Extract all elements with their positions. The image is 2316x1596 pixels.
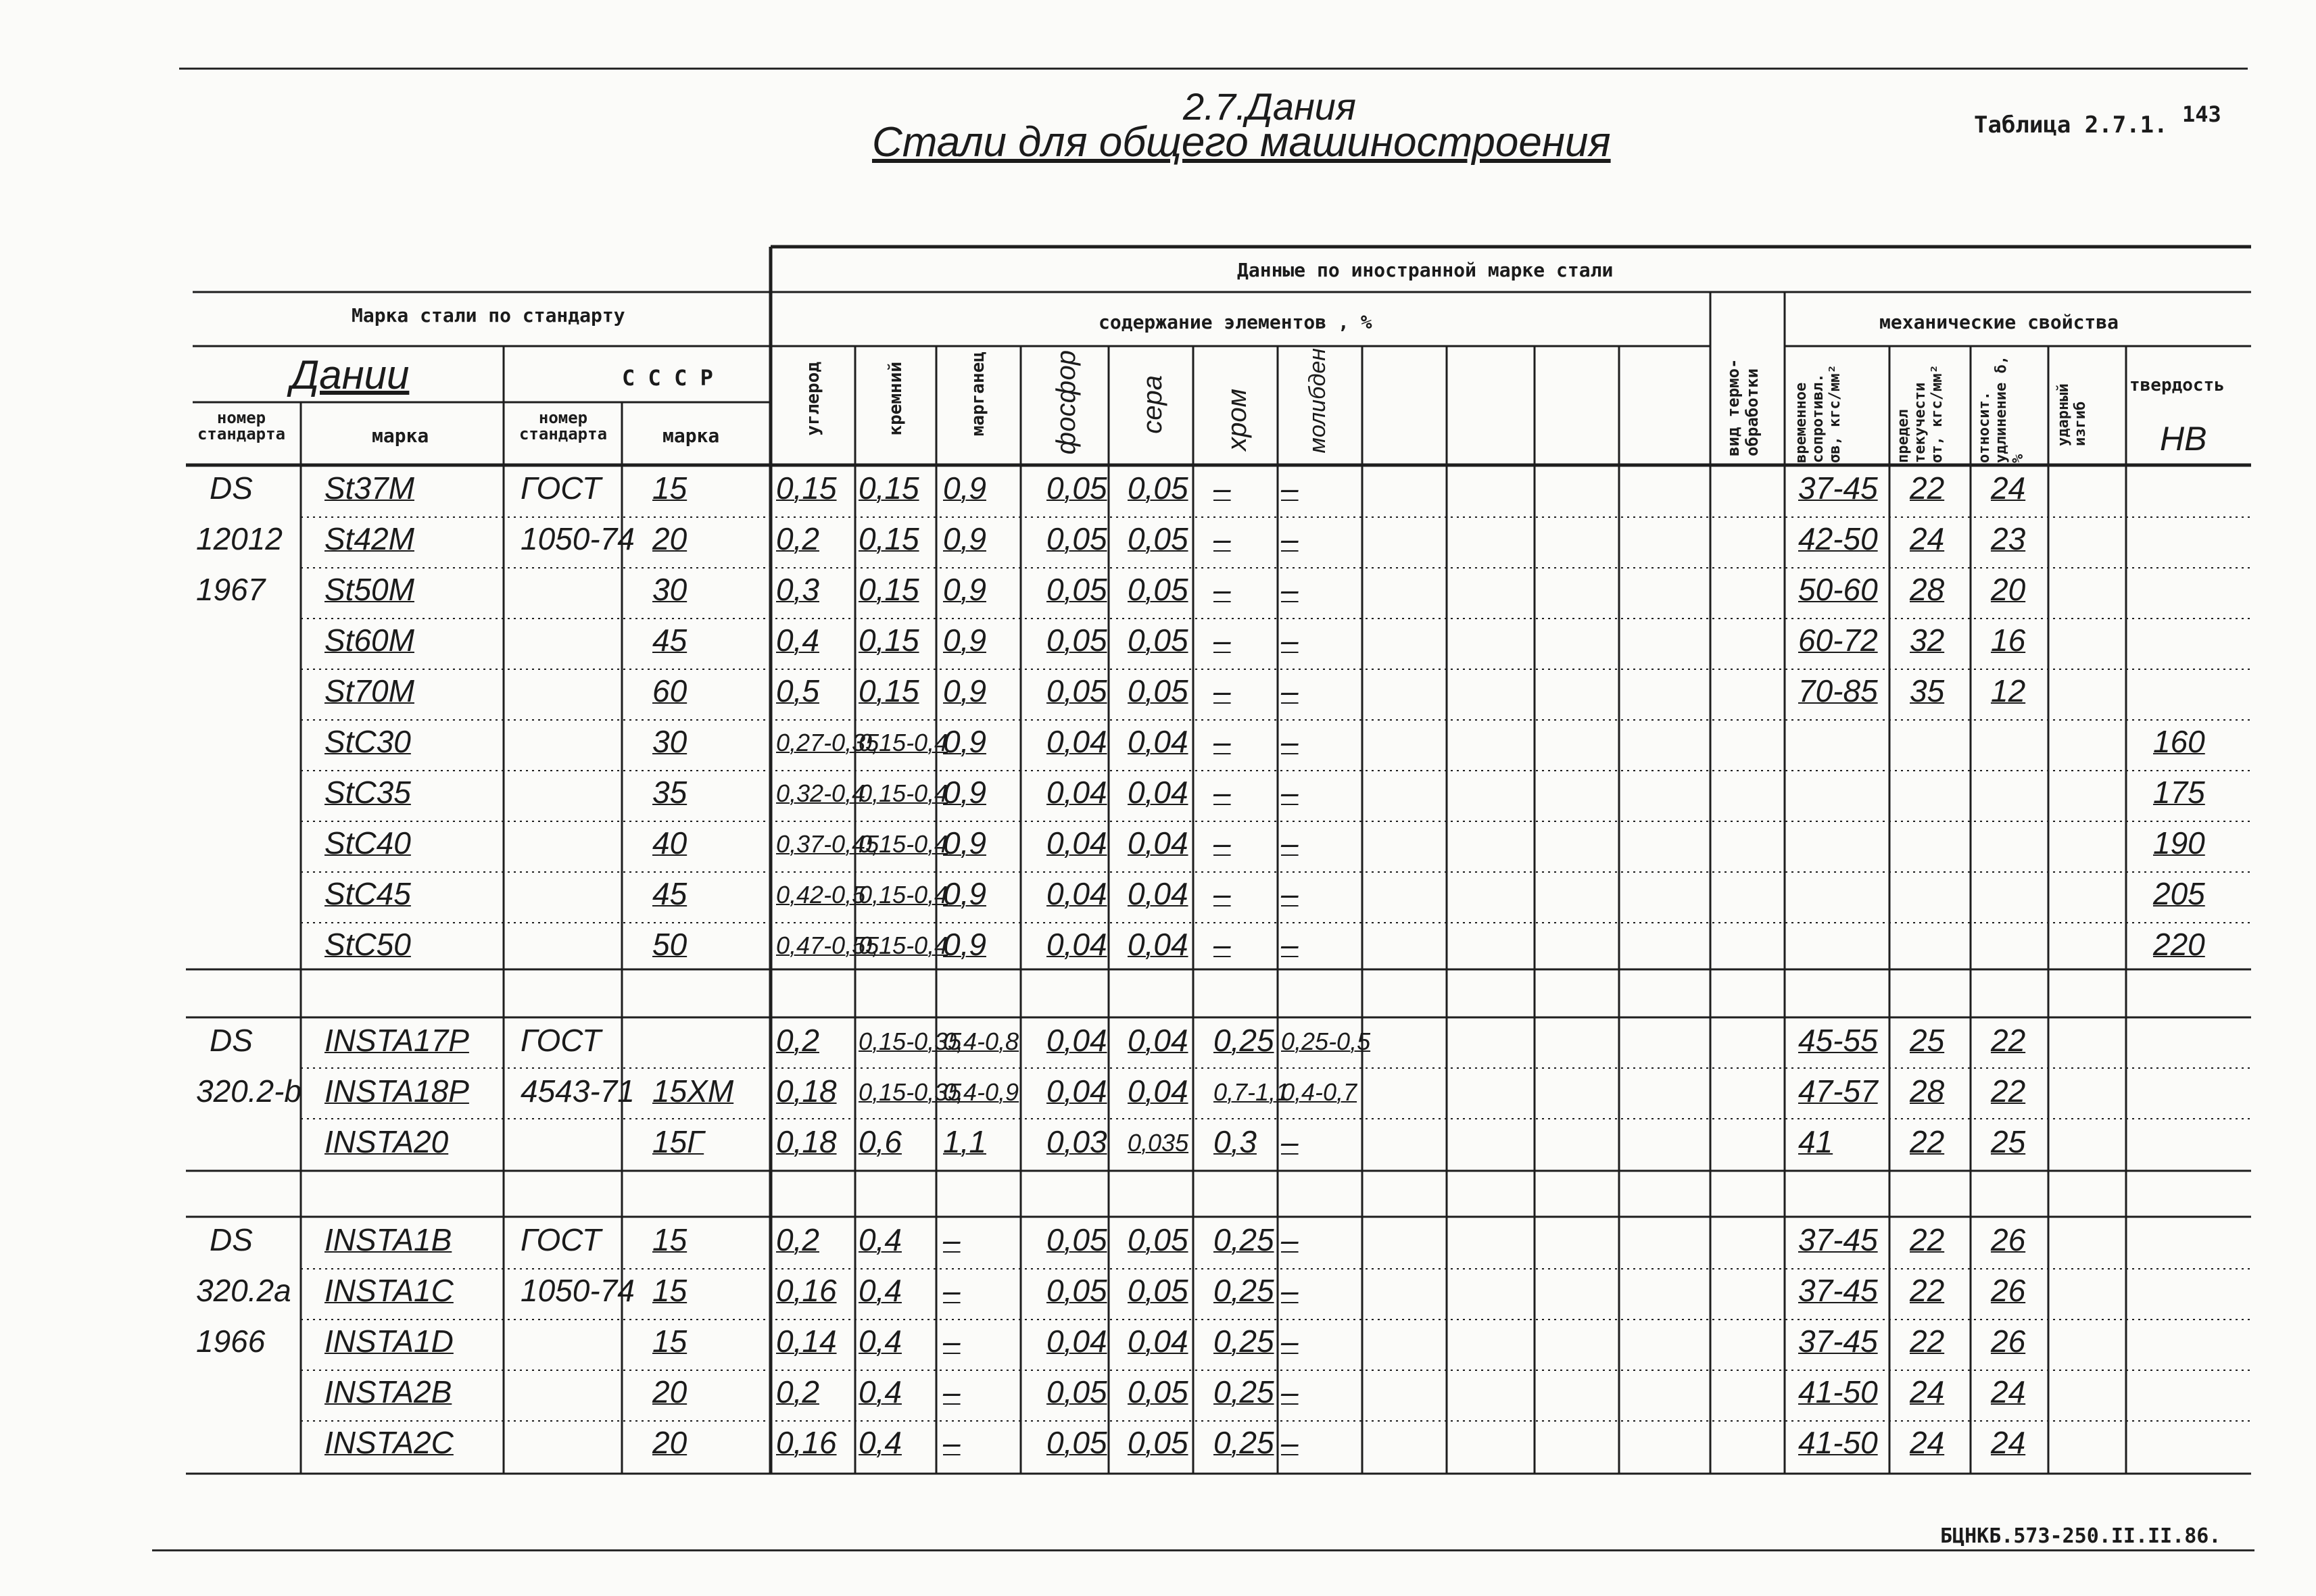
dk-grade-cell: INSTA1D: [324, 1324, 454, 1359]
ussr-grade-cell: 45: [652, 876, 687, 911]
silicon-cell: 0,15: [859, 521, 919, 556]
hardness-cell: 220: [2153, 927, 2205, 962]
carbon-cell: 0,4: [776, 623, 819, 658]
chromium-cell: –: [1213, 775, 1231, 810]
sulfur-cell: 0,04: [1128, 1324, 1188, 1359]
carbon-cell: 0,37-0,45: [776, 830, 879, 858]
elongation-header: относит. удлинение δ, %: [1976, 356, 2027, 463]
phosphorus-cell: 0,04: [1046, 775, 1107, 810]
manganese-cell: 0,4-0,9: [943, 1078, 1019, 1106]
silicon-cell: 0,15-0,35: [859, 1078, 962, 1106]
carbon-cell: 0,18: [776, 1073, 837, 1109]
molybdenum-cell: –: [1281, 623, 1299, 658]
yield-strength-cell: 24: [1910, 521, 1945, 556]
molybdenum-cell: –: [1281, 876, 1299, 911]
carbon-cell: 0,2: [776, 521, 819, 556]
page-number: 143: [2182, 101, 2221, 127]
ussr-grade-cell: 20: [652, 521, 687, 556]
chromium-cell: –: [1213, 876, 1231, 911]
elements-header: содержание элементов , %: [1099, 311, 1372, 333]
sulfur-cell: 0,05: [1128, 521, 1188, 556]
dk-grade-cell: St50M: [324, 572, 414, 607]
tensile-strength-cell: 41: [1798, 1124, 1833, 1159]
sulfur-cell: 0,04: [1128, 775, 1188, 810]
molybdenum-cell: –: [1281, 470, 1299, 506]
silicon-header: кремний: [886, 362, 906, 436]
ussr-grade-cell: 15: [652, 470, 687, 506]
yield-strength-cell: 24: [1910, 1425, 1945, 1460]
molybdenum-cell: –: [1281, 724, 1299, 759]
dk-grade-cell: St60M: [324, 623, 414, 658]
ussr-grade-cell: 15ХМ: [652, 1073, 734, 1109]
carbon-cell: 0,5: [776, 673, 819, 708]
molybdenum-cell: –: [1281, 1124, 1299, 1159]
elongation-cell: 16: [1991, 623, 2026, 658]
dk-grade-cell: St37M: [324, 470, 414, 506]
yield-strength-cell: 22: [1910, 1324, 1945, 1359]
elongation-cell: 24: [1991, 1374, 2026, 1409]
chromium-header: хром: [1222, 389, 1252, 451]
molybdenum-cell: –: [1281, 673, 1299, 708]
chromium-cell: 0,25: [1213, 1273, 1274, 1308]
molybdenum-cell: –: [1281, 521, 1299, 556]
manganese-cell: –: [943, 1374, 961, 1409]
dk-standard-number: DS: [210, 1222, 253, 1257]
phosphorus-cell: 0,05: [1046, 572, 1107, 607]
dk-grade-cell: St70M: [324, 673, 414, 708]
sulfur-cell: 0,04: [1128, 1073, 1188, 1109]
chromium-cell: –: [1213, 673, 1231, 708]
ussr-grade-cell: 15: [652, 1222, 687, 1257]
chromium-cell: –: [1213, 825, 1231, 861]
elongation-cell: 22: [1991, 1073, 2026, 1109]
dk-grade-cell: INSTA2B: [324, 1374, 452, 1409]
phosphorus-cell: 0,05: [1046, 1222, 1107, 1257]
tensile-strength-cell: 41-50: [1798, 1425, 1878, 1460]
silicon-cell: 0,15-0,4: [859, 932, 948, 959]
silicon-cell: 0,6: [859, 1124, 902, 1159]
manganese-cell: –: [943, 1324, 961, 1359]
manganese-cell: –: [943, 1425, 961, 1460]
chromium-cell: –: [1213, 572, 1231, 607]
yield-strength-cell: 35: [1910, 673, 1945, 708]
carbon-cell: 0,3: [776, 572, 819, 607]
dk-grade-cell: INSTA20: [324, 1124, 449, 1159]
carbon-cell: 0,16: [776, 1273, 837, 1308]
carbon-cell: 0,42-0,5: [776, 881, 866, 909]
chromium-cell: 0,25: [1213, 1425, 1274, 1460]
chromium-cell: –: [1213, 623, 1231, 658]
hardness-cell: 175: [2153, 775, 2205, 810]
yield-strength-cell: 32: [1910, 623, 1945, 658]
yield-strength-cell: 24: [1910, 1374, 1945, 1409]
tensile-strength-cell: 70-85: [1798, 673, 1878, 708]
yield-strength-cell: 25: [1910, 1023, 1945, 1058]
sulfur-header: сера: [1138, 375, 1167, 434]
dk-grade-cell: INSTA18P: [324, 1073, 469, 1109]
hardness-header: твердость: [2129, 375, 2225, 395]
silicon-cell: 0,15-0,35: [859, 1027, 962, 1055]
tensile-strength-cell: 37-45: [1798, 1222, 1878, 1257]
manganese-cell: 0,9: [943, 825, 986, 861]
ussr-standard-number: 1050-74: [521, 521, 635, 556]
manganese-cell: 0,9: [943, 876, 986, 911]
dk-standard-number: DS: [210, 470, 253, 506]
impact-header: ударный изгиб: [2055, 383, 2089, 446]
manganese-cell: –: [943, 1222, 961, 1257]
carbon-cell: 0,47-0,55: [776, 932, 879, 959]
molybdenum-cell: –: [1281, 927, 1299, 962]
sulfur-cell: 0,04: [1128, 825, 1188, 861]
yield-strength-cell: 22: [1910, 1273, 1945, 1308]
dk-standard-number: 1966: [196, 1324, 266, 1359]
phosphorus-cell: 0,05: [1046, 1374, 1107, 1409]
denmark-header: Дании: [291, 352, 410, 397]
tensile-strength-cell: 60-72: [1798, 623, 1878, 658]
elongation-cell: 23: [1991, 521, 2026, 556]
hardness-cell: 205: [2153, 876, 2205, 911]
phosphorus-cell: 0,04: [1046, 1324, 1107, 1359]
phosphorus-cell: 0,03: [1046, 1124, 1107, 1159]
table-label: Таблица 2.7.1.: [1974, 112, 2168, 139]
dk-standard-number: 320.2a: [196, 1273, 291, 1308]
yield-strength-cell: 22: [1910, 1222, 1945, 1257]
silicon-cell: 0,4: [859, 1425, 902, 1460]
phosphorus-cell: 0,04: [1046, 876, 1107, 911]
sulfur-cell: 0,05: [1128, 623, 1188, 658]
ussr-grade-cell: 30: [652, 724, 687, 759]
sulfur-cell: 0,05: [1128, 1222, 1188, 1257]
chromium-cell: 0,3: [1213, 1124, 1257, 1159]
molybdenum-cell: –: [1281, 1324, 1299, 1359]
sulfur-cell: 0,05: [1128, 470, 1188, 506]
chromium-cell: 0,25: [1213, 1222, 1274, 1257]
tensile-strength-cell: 50-60: [1798, 572, 1878, 607]
phosphorus-cell: 0,05: [1046, 1425, 1107, 1460]
sulfur-cell: 0,04: [1128, 876, 1188, 911]
phosphorus-cell: 0,04: [1046, 825, 1107, 861]
silicon-cell: 0,4: [859, 1324, 902, 1359]
sulfur-cell: 0,04: [1128, 1023, 1188, 1058]
manganese-cell: 1,1: [943, 1124, 986, 1159]
ussr-standard-number: 1050-74: [521, 1273, 635, 1308]
chromium-cell: –: [1213, 724, 1231, 759]
molybdenum-cell: –: [1281, 775, 1299, 810]
dk-standard-number: DS: [210, 1023, 253, 1058]
ussr-grade-cell: 15Г: [652, 1124, 704, 1159]
sulfur-cell: 0,05: [1128, 673, 1188, 708]
chromium-cell: –: [1213, 927, 1231, 962]
dk-grade-cell: INSTA17P: [324, 1023, 469, 1058]
molybdenum-cell: –: [1281, 1273, 1299, 1308]
chromium-cell: 0,7-1,1: [1213, 1078, 1290, 1106]
sulfur-cell: 0,05: [1128, 1374, 1188, 1409]
chromium-cell: 0,25: [1213, 1324, 1274, 1359]
carbon-cell: 0,2: [776, 1374, 819, 1409]
silicon-cell: 0,4: [859, 1374, 902, 1409]
elongation-cell: 25: [1991, 1124, 2026, 1159]
molybdenum-cell: –: [1281, 1425, 1299, 1460]
chromium-cell: 0,25: [1213, 1023, 1274, 1058]
chromium-cell: 0,25: [1213, 1374, 1274, 1409]
manganese-cell: 0,4-0,8: [943, 1027, 1019, 1055]
phosphorus-cell: 0,04: [1046, 1023, 1107, 1058]
molybdenum-cell: –: [1281, 1222, 1299, 1257]
tensile-strength-cell: 37-45: [1798, 470, 1878, 506]
elongation-cell: 24: [1991, 1425, 2026, 1460]
manganese-cell: 0,9: [943, 470, 986, 506]
steel-grade-header: Марка стали по стандарту: [352, 304, 625, 327]
dk-grade-cell: INSTA2C: [324, 1425, 454, 1460]
yield-strength-cell: 22: [1910, 1124, 1945, 1159]
carbon-cell: 0,14: [776, 1324, 837, 1359]
phosphorus-cell: 0,04: [1046, 724, 1107, 759]
yield-strength-cell: 28: [1910, 572, 1945, 607]
dk-standard-number: 320.2-b: [196, 1073, 302, 1109]
phosphorus-cell: 0,05: [1046, 623, 1107, 658]
manganese-cell: 0,9: [943, 724, 986, 759]
ussr-standard-number: 4543-71: [521, 1073, 635, 1109]
phosphorus-cell: 0,05: [1046, 1273, 1107, 1308]
tensile-strength-cell: 45-55: [1798, 1023, 1878, 1058]
silicon-cell: 0,15: [859, 470, 919, 506]
carbon-cell: 0,32-0,4: [776, 779, 866, 807]
silicon-cell: 0,15-0,4: [859, 830, 948, 858]
carbon-cell: 0,16: [776, 1425, 837, 1460]
molybdenum-cell: –: [1281, 825, 1299, 861]
silicon-cell: 0,15: [859, 623, 919, 658]
sulfur-cell: 0,05: [1128, 1425, 1188, 1460]
sulfur-cell: 0,04: [1128, 927, 1188, 962]
silicon-cell: 0,4: [859, 1273, 902, 1308]
dk-grade-cell: StC45: [324, 876, 411, 911]
molybdenum-header: молибден: [1305, 348, 1330, 454]
ussr-grade-cell: 35: [652, 775, 687, 810]
ussr-grade-cell: 40: [652, 825, 687, 861]
molybdenum-cell: –: [1281, 572, 1299, 607]
silicon-cell: 0,15: [859, 572, 919, 607]
molybdenum-cell: –: [1281, 1374, 1299, 1409]
phosphorus-header: фосфор: [1051, 350, 1081, 455]
dk-grade-header: марка: [372, 425, 429, 447]
dk-grade-cell: INSTA1C: [324, 1273, 454, 1308]
elongation-cell: 20: [1991, 572, 2026, 607]
ussr-grade-cell: 15: [652, 1273, 687, 1308]
tensile-strength-cell: 41-50: [1798, 1374, 1878, 1409]
ussr-grade-cell: 60: [652, 673, 687, 708]
yield-strength-cell: 22: [1910, 470, 1945, 506]
silicon-cell: 0,15-0,4: [859, 779, 948, 807]
ussr-grade-cell: 20: [652, 1374, 687, 1409]
elongation-cell: 26: [1991, 1222, 2026, 1257]
section-title: 2.7.Дания: [1183, 85, 1356, 128]
manganese-cell: 0,9: [943, 521, 986, 556]
sulfur-cell: 0,04: [1128, 724, 1188, 759]
dk-grade-cell: INSTA1B: [324, 1222, 452, 1257]
manganese-header: марганец: [968, 352, 988, 437]
silicon-cell: 0,15: [859, 673, 919, 708]
molybdenum-cell: 0,25-0,5: [1281, 1027, 1371, 1055]
carbon-header: углерод: [803, 362, 823, 436]
dk-grade-cell: StC40: [324, 825, 411, 861]
ussr-std-number-header: номер стандарта: [518, 408, 608, 443]
dk-grade-cell: St42M: [324, 521, 414, 556]
ussr-grade-cell: 20: [652, 1425, 687, 1460]
ussr-header: С С С Р: [622, 365, 713, 391]
elongation-cell: 24: [1991, 470, 2026, 506]
sulfur-cell: 0,035: [1128, 1129, 1189, 1157]
dk-grade-cell: StC35: [324, 775, 411, 810]
tensile-strength-cell: 37-45: [1798, 1273, 1878, 1308]
carbon-cell: 0,2: [776, 1023, 819, 1058]
tensile-strength-cell: 37-45: [1798, 1324, 1878, 1359]
carbon-cell: 0,2: [776, 1222, 819, 1257]
phosphorus-cell: 0,05: [1046, 673, 1107, 708]
manganese-cell: 0,9: [943, 775, 986, 810]
sulfur-cell: 0,05: [1128, 572, 1188, 607]
phosphorus-cell: 0,04: [1046, 927, 1107, 962]
silicon-cell: 0,15-0,4: [859, 881, 948, 909]
page-title: Стали для общего машиностроения: [872, 119, 1611, 166]
sulfur-cell: 0,05: [1128, 1273, 1188, 1308]
heat-treatment-header: вид термо- обработки: [1724, 358, 1762, 456]
elongation-cell: 26: [1991, 1273, 2026, 1308]
dk-grade-cell: StC50: [324, 927, 411, 962]
tensile-strength-cell: 42-50: [1798, 521, 1878, 556]
mech-props-header: механические свойства: [1879, 311, 2119, 333]
yield-strength-cell: 28: [1910, 1073, 1945, 1109]
carbon-cell: 0,15: [776, 470, 837, 506]
ussr-standard-number: ГОСТ: [521, 1023, 602, 1058]
dk-standard-number: 12012: [196, 521, 283, 556]
hardness-cell: 190: [2153, 825, 2205, 861]
silicon-cell: 0,4: [859, 1222, 902, 1257]
molybdenum-cell: 0,4-0,7: [1281, 1078, 1357, 1106]
elongation-cell: 26: [1991, 1324, 2026, 1359]
chromium-cell: –: [1213, 521, 1231, 556]
tensile-strength-header: временное сопротивл. σв, кгс/мм²: [1793, 364, 1843, 463]
tensile-strength-cell: 47-57: [1798, 1073, 1878, 1109]
phosphorus-cell: 0,05: [1046, 521, 1107, 556]
ussr-grade-cell: 15: [652, 1324, 687, 1359]
ussr-standard-number: ГОСТ: [521, 1222, 602, 1257]
manganese-cell: 0,9: [943, 623, 986, 658]
manganese-cell: 0,9: [943, 927, 986, 962]
manganese-cell: 0,9: [943, 572, 986, 607]
silicon-cell: 0,15-0,4: [859, 729, 948, 756]
carbon-cell: 0,27-0,35: [776, 729, 879, 756]
dk-grade-cell: StC30: [324, 724, 411, 759]
ussr-grade-cell: 50: [652, 927, 687, 962]
ussr-grade-header: марка: [662, 425, 720, 447]
phosphorus-cell: 0,04: [1046, 1073, 1107, 1109]
elongation-cell: 12: [1991, 673, 2026, 708]
ussr-standard-number: ГОСТ: [521, 470, 602, 506]
hardness-unit: HB: [2160, 420, 2207, 458]
manganese-cell: –: [943, 1273, 961, 1308]
footer-code: БЦНКБ.573-250.II.II.86.: [1940, 1524, 2221, 1548]
ussr-grade-cell: 45: [652, 623, 687, 658]
dk-standard-number: 1967: [196, 572, 266, 607]
hardness-cell: 160: [2153, 724, 2205, 759]
foreign-data-header: Данные по иностранной марке стали: [1237, 259, 1614, 281]
ussr-grade-cell: 30: [652, 572, 687, 607]
dk-std-number-header: номер стандарта: [197, 408, 286, 443]
phosphorus-cell: 0,05: [1046, 470, 1107, 506]
elongation-cell: 22: [1991, 1023, 2026, 1058]
carbon-cell: 0,18: [776, 1124, 837, 1159]
manganese-cell: 0,9: [943, 673, 986, 708]
chromium-cell: –: [1213, 470, 1231, 506]
yield-strength-header: предел текучести σт, кгс/мм²: [1895, 364, 1946, 463]
